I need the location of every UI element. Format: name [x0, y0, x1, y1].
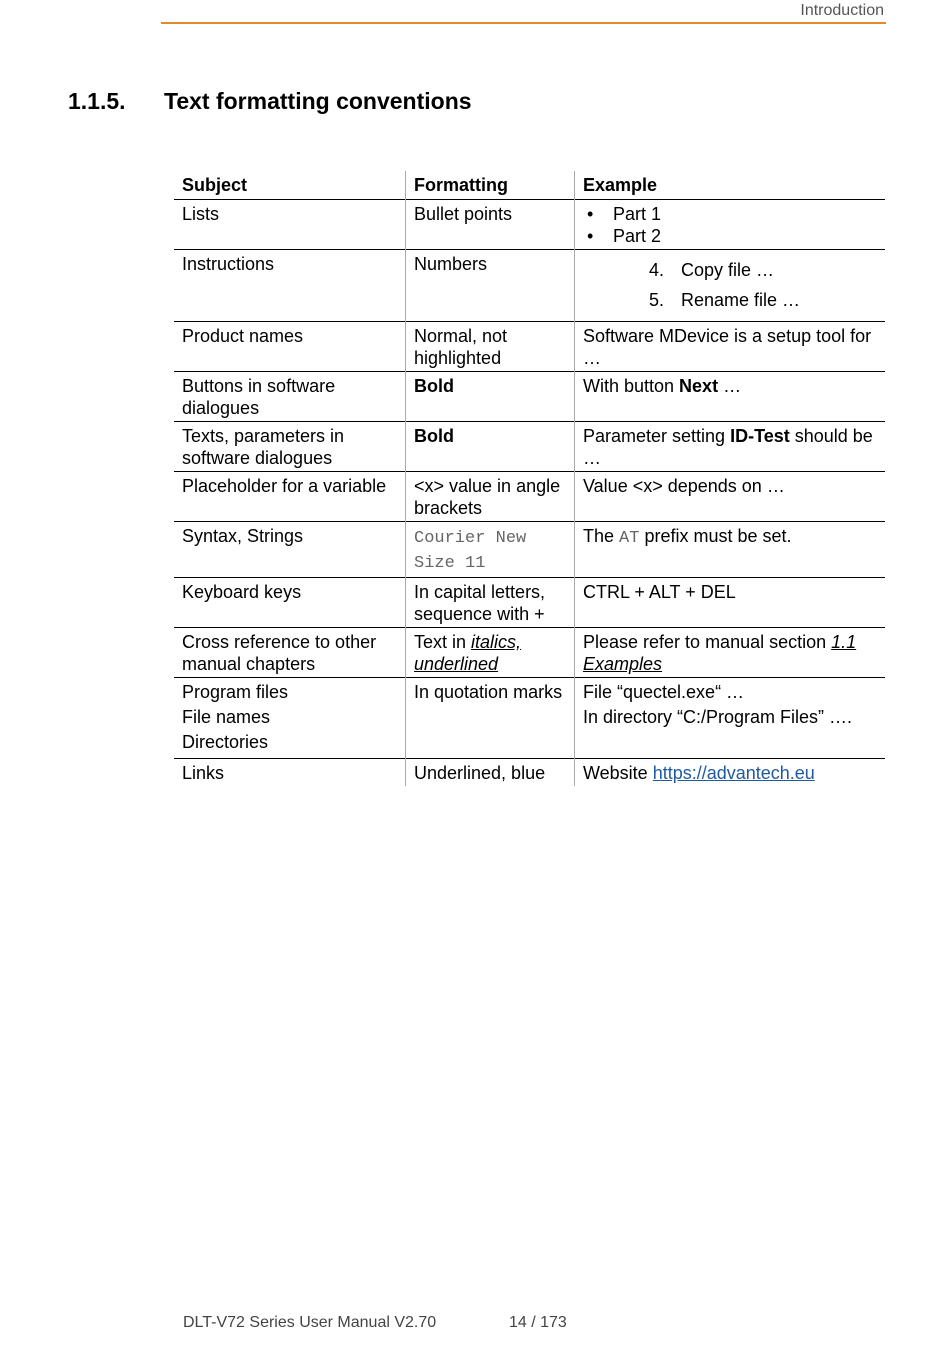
cell-example [575, 422, 886, 472]
cell-subject: Texts, parameters in software dialogues [174, 422, 406, 472]
formatting-text: Text in [414, 632, 472, 652]
example-line: In directory “C:/Program Files” …. [583, 707, 853, 727]
cell-formatting [406, 422, 575, 472]
bold-text: ID-Test [730, 426, 790, 446]
header-rule [161, 22, 886, 24]
step-text: Copy file … [681, 260, 775, 280]
page-footer [183, 1314, 567, 1332]
table-row [174, 759, 885, 787]
bold-text: Bold [414, 376, 454, 396]
example-text: should be … [583, 426, 873, 468]
header-example: Example [583, 175, 658, 195]
cell-example [575, 678, 886, 759]
example-text: Please refer to manual section [583, 632, 832, 652]
cell-example [575, 200, 886, 250]
cell-subject: Instructions [174, 250, 406, 322]
subject-line: File names [182, 707, 271, 727]
cell-subject: Keyboard keys [174, 578, 406, 628]
manual-title: DLT-V72 Series User Manual V2.70 [183, 1314, 437, 1331]
cell-example [575, 628, 886, 678]
bullet-icon: • [587, 226, 594, 246]
table-header-row [174, 171, 885, 200]
cell-subject: Buttons in software dialogues [174, 372, 406, 422]
table-row [174, 578, 885, 628]
cell-example [575, 522, 886, 578]
example-line: File “quectel.exe“ … [583, 682, 745, 702]
cell-formatting: Underlined, blue [406, 759, 575, 787]
bullet-text: Part 2 [613, 226, 662, 246]
step-text: Rename file … [681, 290, 801, 310]
numbered-step [583, 259, 877, 281]
cell-subject [174, 678, 406, 759]
example-text: Parameter setting [583, 426, 731, 446]
page-number: 14 / 173 [509, 1314, 567, 1331]
bullet-item [583, 203, 877, 225]
section-title [68, 88, 472, 115]
example-text: With button [583, 376, 680, 396]
table-row [174, 522, 885, 578]
bold-text: Bold [414, 426, 454, 446]
table-row [174, 472, 885, 522]
example-text: The [583, 526, 620, 546]
table-row [174, 678, 885, 759]
bold-text: Next [679, 376, 719, 396]
cell-formatting [406, 522, 575, 578]
header-subject: Subject [174, 171, 406, 200]
table-row [174, 628, 885, 678]
example-text: Website [583, 763, 653, 783]
cell-example: Software MDevice is a setup tool for … [583, 326, 872, 368]
cell-subject: Cross reference to other manual chapters [174, 628, 406, 678]
cell-formatting: In capital letters, sequence with + [406, 578, 575, 628]
cross-reference-link[interactable]: 1.1 Examples [583, 632, 857, 674]
example-text: prefix must be set. [639, 526, 792, 546]
numbered-step [583, 289, 877, 311]
italic-underlined-text: italics, underlined [414, 632, 522, 674]
mono-text: AT [619, 529, 640, 548]
section-title-text: Text formatting conventions [164, 88, 472, 114]
example-text: … [718, 376, 742, 396]
table-row [174, 422, 885, 472]
step-number: 5. [649, 290, 665, 310]
cell-example: CTRL + ALT + DEL [583, 582, 736, 602]
bullet-item [583, 225, 877, 247]
table-row [174, 250, 885, 322]
cell-example [575, 759, 886, 787]
cell-formatting: Normal, not highlighted [406, 322, 575, 372]
bullet-icon: • [587, 204, 594, 224]
cell-formatting: Numbers [406, 250, 575, 322]
cell-example [575, 250, 886, 322]
bullet-text: Part 1 [613, 204, 662, 224]
step-number: 4. [649, 260, 665, 280]
cell-subject: Syntax, Strings [174, 522, 406, 578]
cell-formatting [406, 372, 575, 422]
cell-subject: Placeholder for a variable [174, 472, 406, 522]
table-row [174, 200, 885, 250]
cell-formatting: In quotation marks [406, 678, 575, 759]
section-number: 1.1.5. [68, 88, 126, 114]
cell-subject: Product names [174, 322, 406, 372]
cell-formatting: <x> value in angle brackets [406, 472, 575, 522]
table-row [174, 372, 885, 422]
subject-line: Program files [182, 682, 289, 702]
cell-subject: Lists [174, 200, 406, 250]
table-row [174, 322, 885, 372]
header-formatting: Formatting [406, 171, 575, 200]
website-link[interactable]: https://advantech.eu [652, 763, 815, 783]
cell-subject: Links [174, 759, 406, 787]
cell-example [575, 372, 886, 422]
cell-example: Value <x> depends on … [583, 476, 785, 496]
chapter-header: Introduction [800, 2, 884, 19]
cell-formatting: Bullet points [406, 200, 575, 250]
mono-text: Courier New Size 11 [414, 529, 527, 573]
formatting-conventions-table [174, 171, 885, 786]
subject-line: Directories [182, 732, 269, 752]
cell-formatting [406, 628, 575, 678]
